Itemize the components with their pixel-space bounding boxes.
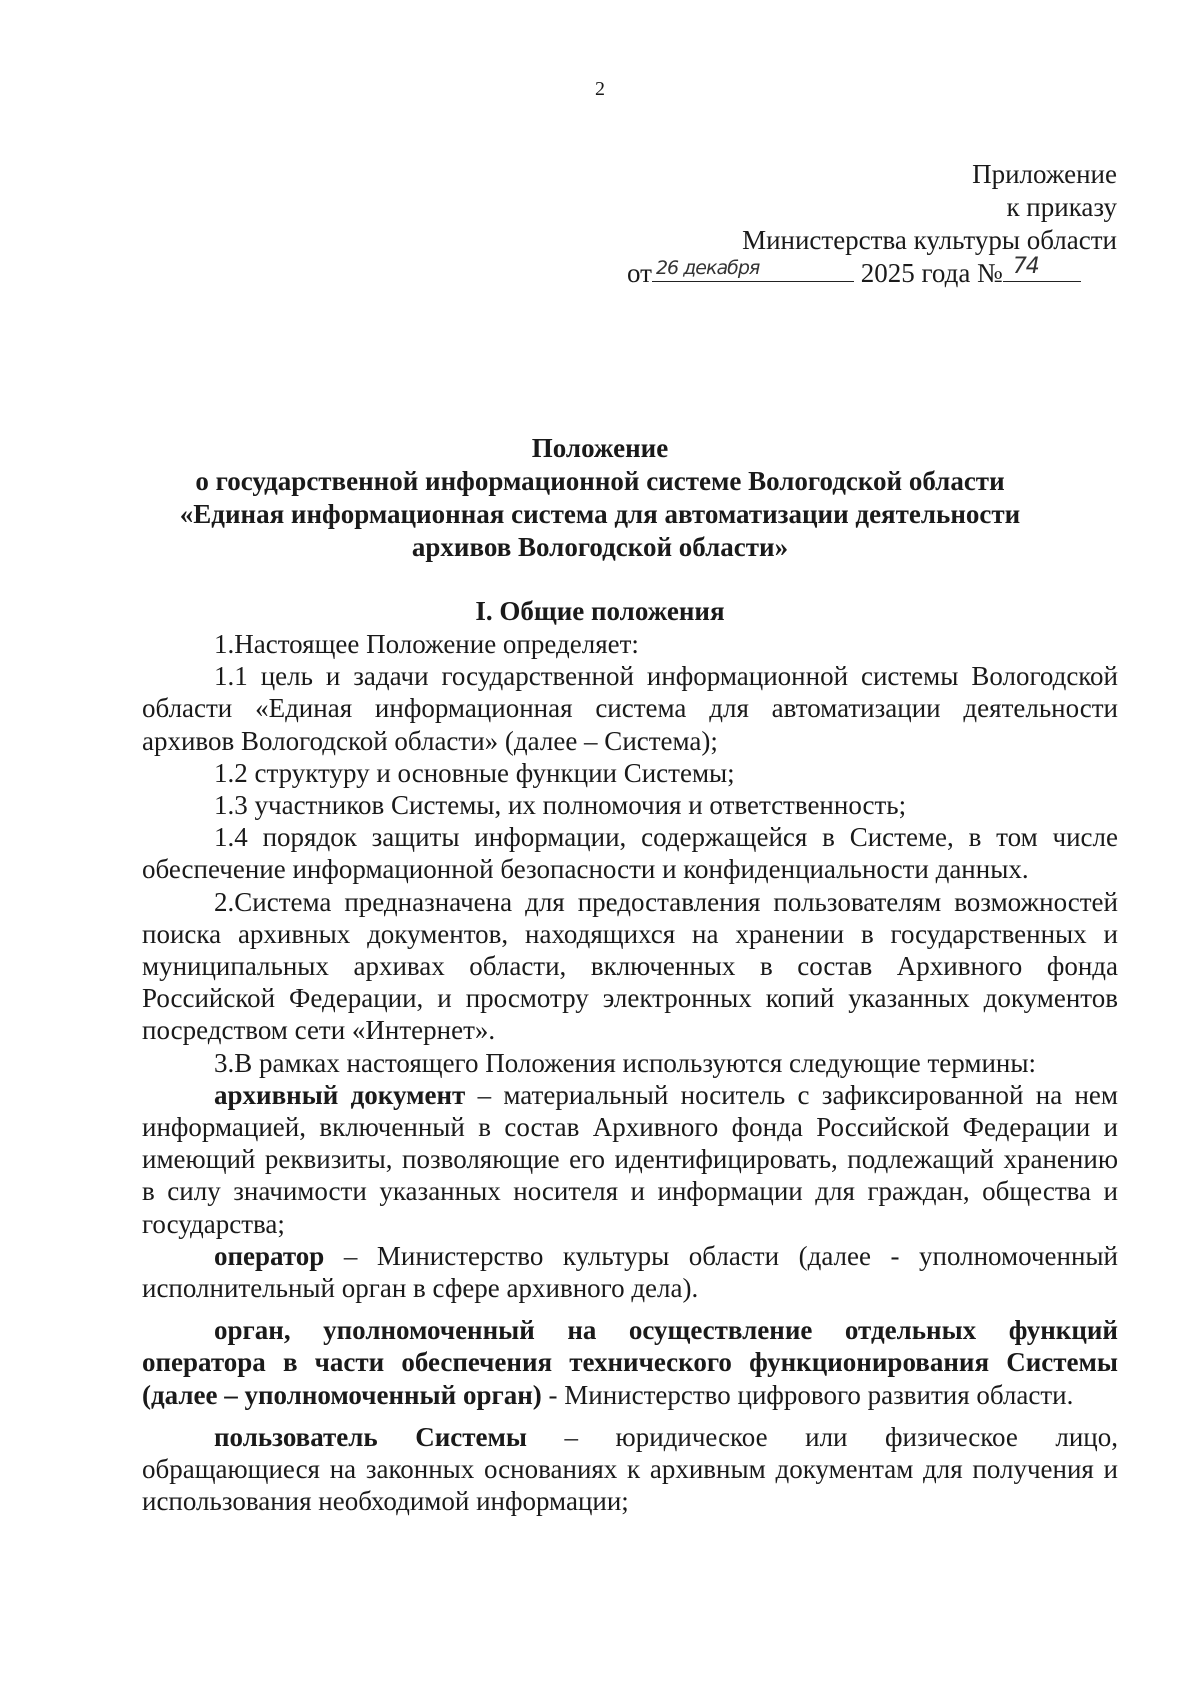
term-system-user-name: пользователь Системы [214,1421,527,1452]
section-heading: I. Общие положения [475,596,725,626]
title-line-3: «Единая информационная система для автоматизации деятельности [179,499,1021,529]
paragraph-3: 3.В рамках настоящего Положения используются следующие термины: [214,1047,1036,1078]
term-system-user-definition: – юридическое или физическое лицо, обращающиеся на законных основаниях к архивным документам для получения и использования необходимой информации; [142,1421,1118,1517]
page-number: 2 [595,78,605,100]
term-system-user [142,1421,1118,1518]
date-field [652,253,854,282]
year-number-label: 2025 года № [860,258,1003,288]
term-operator-name: оператор [214,1240,325,1271]
handwritten-date: 26 декабря [655,257,760,279]
term-archival-document [142,1079,1118,1240]
appendix-line-3: Министерства культуры области [742,225,1117,255]
term-operator-definition: – Министерство культуры области (далее - уполномоченный исполнительный орган в сфере архивного дела). [142,1240,1118,1304]
appendix-line-2: к приказу [1006,192,1117,222]
title-line-4: архивов Вологодской области» [411,532,789,562]
paragraph-1-4: 1.4 порядок защиты информации, содержащейся в Системе, в том числе обеспечение информационной безопасности и конфиденциальности данных. [142,822,1118,885]
term-authorized-body-definition: - Министерство цифрового развития области. [541,1379,1074,1410]
term-authorized-body [142,1314,1118,1411]
term-archival-document-name: архивный документ [214,1079,466,1110]
paragraph-1-2: 1.2 структуру и основные функции Системы; [214,757,735,788]
term-operator [142,1240,1118,1304]
paragraph-2: 2.Система предназначена для предоставления пользователям возможностей поиска архивных документов, находящихся на хранении в государственных и муниципальных архивах области, включенных в состав Архивного фонда Российской Федерации, и просмотру электронных копий указанных документов посредством сети «Интернет». [142,886,1118,1046]
date-prefix: от [627,258,652,288]
appendix-line-1: Приложение [972,159,1117,189]
title-line-1: Положение [531,433,669,463]
paragraph-1: 1.Настоящее Положение определяет: [214,629,639,659]
paragraph-1-1: 1.1 цель и задачи государственной информационной системы Вологодской области «Единая информационная система для автоматизации деятельности архивов Вологодской области» (далее – Система); [142,661,1118,756]
number-field [1003,253,1081,282]
term-authorized-body-name: орган, уполномоченный на осуществление отдельных функций оператора в части обеспечения технического функционирования Системы (далее – уполномоченный орган) [142,1315,1118,1410]
appendix-block [742,158,1117,257]
title-line-2: о государственной информационной системе Вологодской области [195,466,1005,496]
order-date-line [627,253,1117,289]
document-title [0,432,1200,564]
paragraph-1-3: 1.3 участников Системы, их полномочия и ответственность; [214,790,907,821]
document-body [142,628,1118,1517]
handwritten-number: 74 [1012,254,1039,279]
term-archival-document-definition: – материальный носитель с зафиксированной на нем информацией, включенный в состав Архивного фонда Российской Федерации и имеющий реквизиты, позволяющие его идентифицировать, подлежащий хранению в силу значимости указанных носителя и информации для граждан, общества и государства; [142,1079,1118,1239]
